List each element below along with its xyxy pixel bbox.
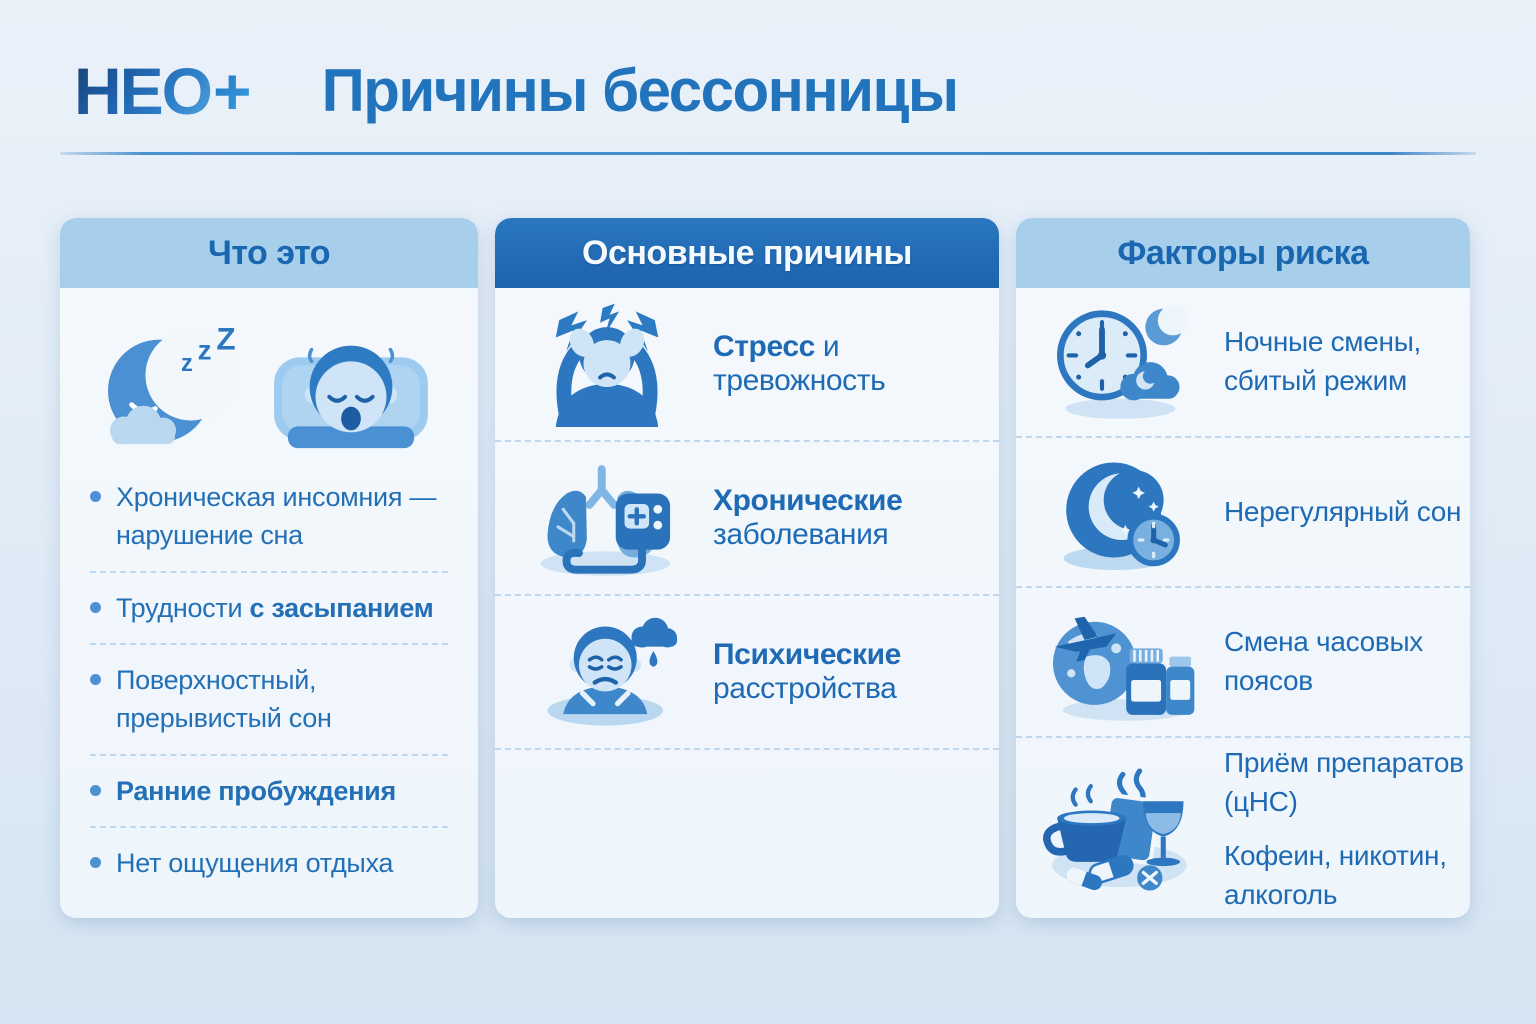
cause-row-mental	[495, 596, 999, 750]
what-icons	[88, 302, 450, 454]
risk-label: Ночные смены, сбитый режим	[1224, 326, 1421, 396]
cause-icon-box	[517, 455, 697, 582]
risk-icon-box	[1028, 600, 1216, 725]
clock-moon-icon	[1047, 302, 1197, 423]
what-item-1	[90, 462, 448, 573]
what-item-4	[90, 756, 448, 828]
risk-label	[1224, 744, 1464, 915]
what-item-3	[90, 645, 448, 756]
card-causes-header	[495, 218, 999, 288]
logo	[74, 54, 250, 128]
cause-label: Психические расстройства	[713, 638, 901, 705]
page-title: Причины бессонницы	[321, 57, 958, 124]
what-item-5	[90, 828, 448, 898]
bullet-dot	[90, 785, 101, 796]
card-risks	[1016, 218, 1470, 918]
caffeine-drinks-pills-icon	[1042, 764, 1202, 895]
cause-icon-box	[517, 301, 697, 427]
what-item-1-text: Хроническая инсомния — нарушение сна	[116, 482, 437, 551]
header	[0, 0, 1536, 128]
risk-row-irregular	[1016, 438, 1470, 588]
bullet-dot	[90, 602, 101, 613]
risk-para-caffeine: Кофеин, никотин, алкоголь	[1224, 840, 1447, 910]
risk-label: Нерегулярный сон	[1224, 495, 1462, 527]
card-risks-title: Факторы риска	[1117, 233, 1369, 272]
logo-text: НЕО	[74, 54, 212, 128]
what-item-2	[90, 573, 448, 645]
what-item-5-text: Нет ощущения отдыха	[116, 847, 394, 878]
card-causes-body	[495, 288, 999, 918]
cause-row-chronic	[495, 442, 999, 596]
what-item-4-text: Ранние пробуждения	[116, 775, 396, 806]
what-item-2-text: Трудности с засыпанием	[116, 592, 434, 623]
globe-airplane-pills-icon	[1043, 600, 1201, 725]
risk-para-medications: Приём препаратов (цНС)	[1224, 747, 1464, 817]
cause-label: Стресс и тревожность	[713, 330, 886, 397]
card-causes	[495, 218, 999, 918]
svg-text:z: z	[197, 334, 212, 366]
bullet-dot	[90, 491, 101, 502]
risk-row-substances	[1016, 738, 1470, 918]
sad-person-rain-cloud-icon	[528, 609, 686, 736]
columns	[60, 218, 1536, 918]
card-what-title: Что это	[207, 233, 331, 272]
lungs-medical-device-icon	[528, 455, 686, 582]
bullet-dot	[90, 857, 101, 868]
risk-icon-box	[1028, 764, 1216, 895]
card-what-header	[60, 218, 478, 288]
svg-text:z: z	[180, 351, 193, 378]
header-divider	[60, 152, 1476, 155]
cause-label: Хронические заболевания	[713, 484, 903, 551]
what-list	[88, 462, 450, 898]
card-risks-header	[1016, 218, 1470, 288]
risk-icon-box	[1028, 302, 1216, 423]
risk-row-jetlag	[1016, 588, 1470, 738]
cause-icon-box	[517, 609, 697, 736]
risk-row-shifts	[1016, 288, 1470, 438]
crescent-moon-zzz-icon	[98, 316, 256, 454]
what-item-3-text: Поверхностный, прерывистый сон	[116, 664, 332, 734]
moon-stars-clock-icon	[1047, 450, 1197, 575]
card-causes-title: Основные причины	[582, 233, 912, 272]
logo-plus-icon: +	[213, 54, 250, 128]
sleeping-person-icon	[262, 316, 440, 454]
risk-icon-box	[1028, 450, 1216, 575]
risk-label: Смена часовых поясов	[1224, 626, 1424, 696]
card-risks-body	[1016, 288, 1470, 918]
bullet-dot	[90, 674, 101, 685]
card-what-body	[60, 288, 478, 918]
card-what	[60, 218, 478, 918]
stressed-person-icon	[533, 301, 681, 427]
svg-text:Z: Z	[216, 320, 236, 357]
cause-row-stress	[495, 288, 999, 442]
